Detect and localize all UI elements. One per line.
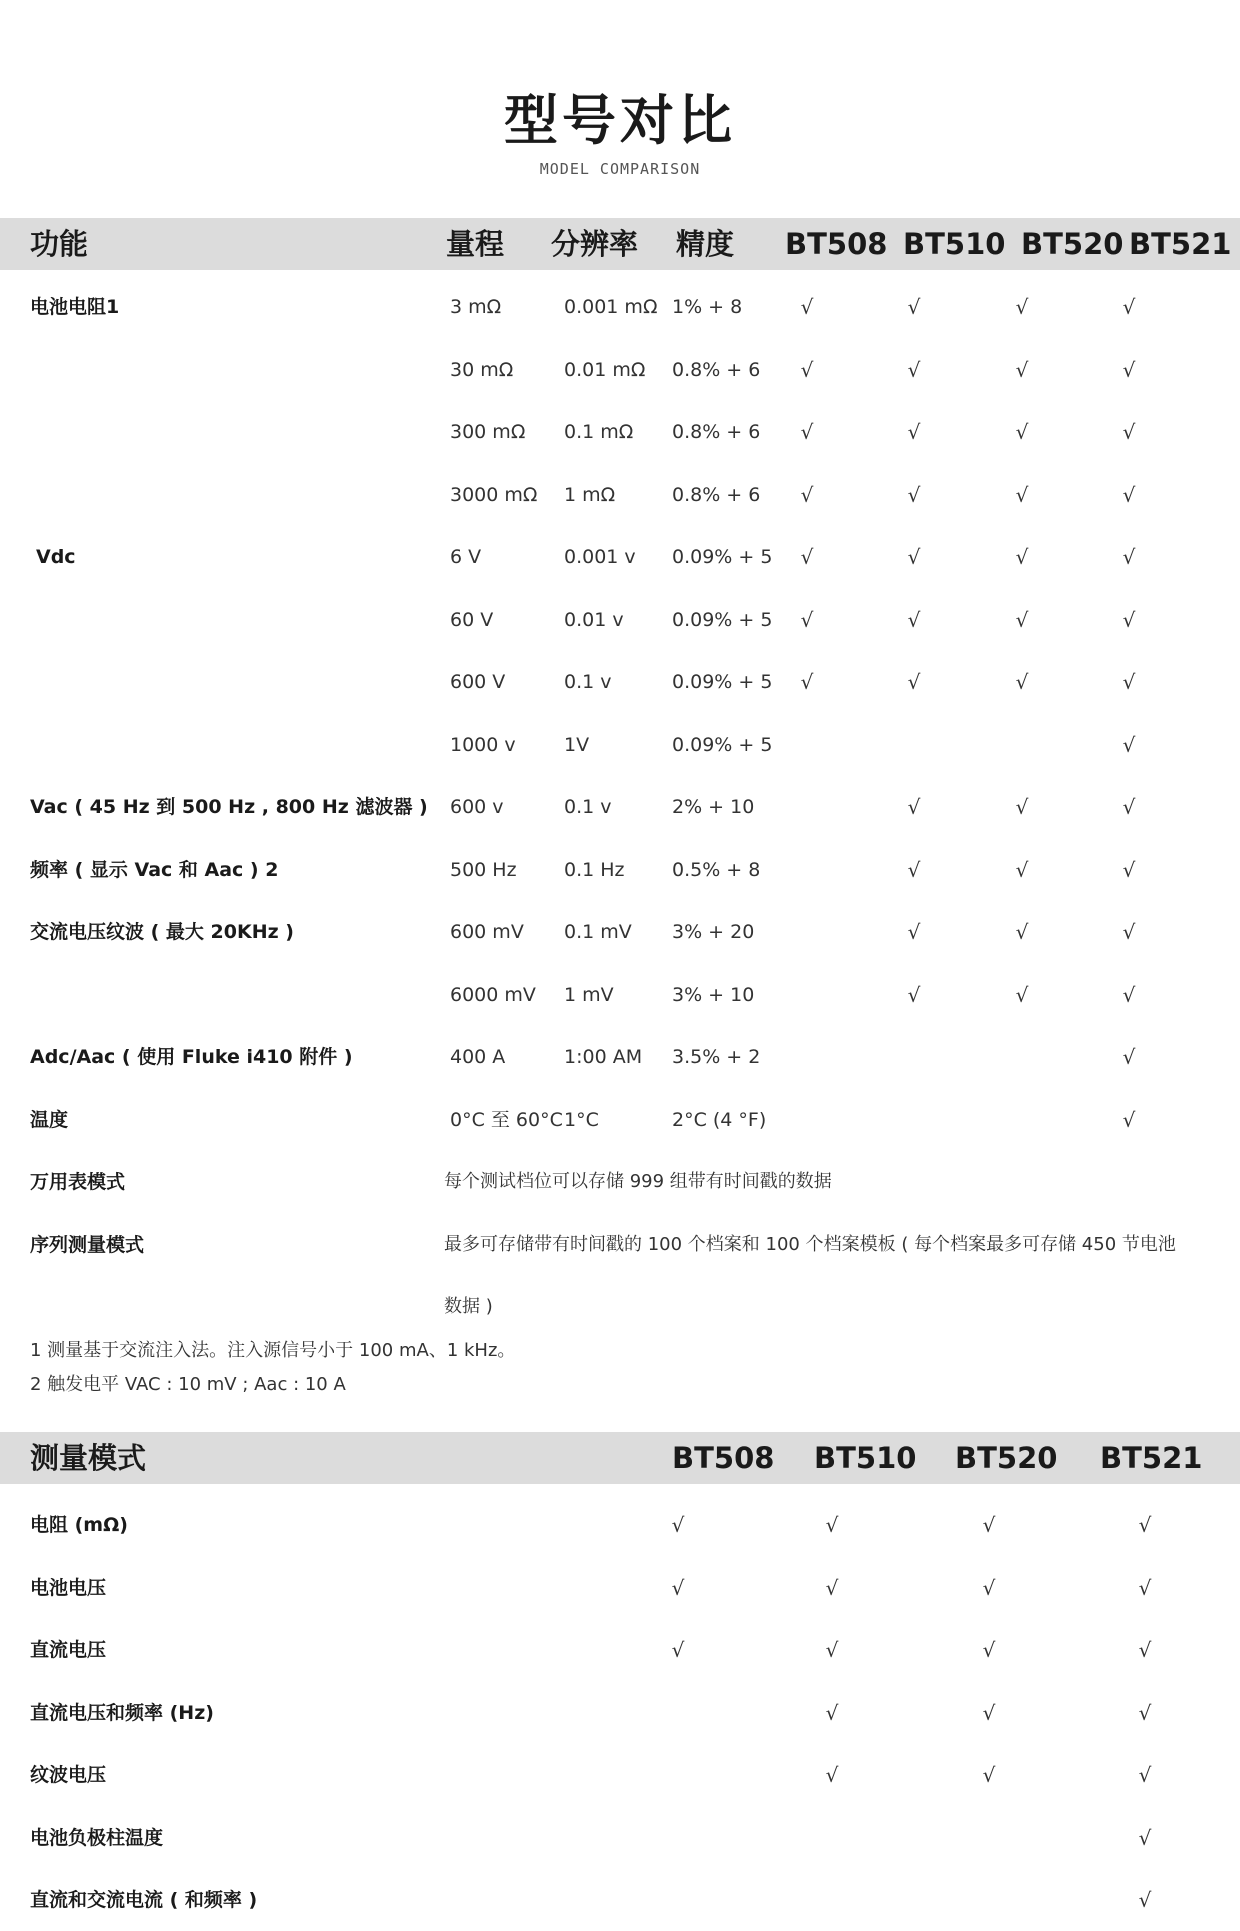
check-mark: √ <box>907 295 921 319</box>
check-mark: √ <box>1122 420 1136 444</box>
page-title: 型号对比 <box>504 89 736 152</box>
check-mark: √ <box>1138 1575 1152 1600</box>
check-mark: √ <box>671 1638 685 1662</box>
table-row <box>0 901 1240 963</box>
function-cell: 温度 <box>30 1108 69 1131</box>
table-row <box>0 964 1240 1026</box>
col-mode: 测量模式 <box>30 1441 147 1475</box>
accuracy-cell: 0.09% + 5 <box>672 733 773 756</box>
check-mark: √ <box>982 1700 996 1725</box>
check-mark: √ <box>671 1575 685 1600</box>
accuracy-cell: 0.5% + 8 <box>672 858 761 881</box>
col-model-bt521: BT521 <box>1129 227 1232 261</box>
col-model-bt521: BT521 <box>1100 1441 1203 1475</box>
table-row <box>0 1619 1240 1681</box>
table-row <box>0 1089 1240 1151</box>
check-mark: √ <box>982 1763 996 1787</box>
table-row <box>0 1494 1240 1556</box>
range-cell: 60 V <box>450 608 494 631</box>
check-mark: √ <box>1015 482 1029 507</box>
check-mark: √ <box>1015 357 1029 382</box>
range-cell: 600 v <box>450 796 504 818</box>
range-cell: 0°C 至 60°C <box>450 1108 563 1131</box>
mode-cell: 电池电压 <box>30 1576 107 1599</box>
check-mark: √ <box>1122 795 1136 819</box>
check-mark: √ <box>800 670 814 694</box>
table-row <box>0 526 1240 588</box>
table-row <box>0 1557 1240 1619</box>
range-cell: 6000 mV <box>450 983 536 1006</box>
accuracy-cell: 0.8% + 6 <box>672 358 761 381</box>
resolution-cell: 0.1 mΩ <box>564 421 634 443</box>
check-mark: √ <box>1015 607 1029 632</box>
check-mark: √ <box>982 1638 996 1662</box>
col-model-bt508: BT508 <box>672 1441 775 1475</box>
accuracy-cell: 3% + 10 <box>672 983 755 1006</box>
col-accuracy: 精度 <box>676 227 735 261</box>
check-mark: √ <box>800 420 814 444</box>
function-cell: 电池电阻1 <box>30 296 120 318</box>
check-mark: √ <box>825 1763 839 1787</box>
range-cell: 1000 v <box>450 733 516 756</box>
check-mark: √ <box>1122 1045 1136 1069</box>
check-mark: √ <box>825 1700 839 1725</box>
table-row <box>0 1026 1240 1088</box>
col-resolution: 分辨率 <box>551 227 639 261</box>
range-cell: 600 V <box>450 671 506 693</box>
col-model-bt520: BT520 <box>955 1441 1058 1475</box>
table-row-continuation <box>0 1276 1240 1338</box>
mode-cell: 直流电压和频率 (Hz) <box>30 1701 214 1724</box>
accuracy-cell: 0.09% + 5 <box>672 671 773 693</box>
table-row <box>0 651 1240 713</box>
check-mark: √ <box>1138 1700 1152 1725</box>
mode-cell: 直流和交流电流 ( 和频率 ) <box>30 1889 258 1911</box>
table-row <box>0 1807 1240 1869</box>
check-mark: √ <box>800 607 814 632</box>
check-mark: √ <box>800 295 814 319</box>
check-mark: √ <box>1122 1107 1136 1132</box>
check-mark: √ <box>1015 420 1029 444</box>
table-row <box>0 1214 1240 1276</box>
col-model-bt520: BT520 <box>1021 227 1124 261</box>
range-cell: 3 mΩ <box>450 296 502 318</box>
resolution-cell: 0.001 mΩ <box>564 296 658 318</box>
check-mark: √ <box>1015 295 1029 319</box>
resolution-cell: 1°C <box>564 1108 599 1131</box>
footnote: 1 测量基于交流注入法。注入源信号小于 100 mA、1 kHz。 <box>30 1340 516 1361</box>
range-cell: 300 mΩ <box>450 421 526 443</box>
check-mark: √ <box>982 1513 996 1537</box>
function-cell: 万用表模式 <box>30 1171 126 1193</box>
check-mark: √ <box>1122 295 1136 319</box>
check-mark: √ <box>1122 545 1136 569</box>
accuracy-cell: 3.5% + 2 <box>672 1046 761 1068</box>
page-subtitle: MODEL COMPARISON <box>539 160 701 178</box>
check-mark: √ <box>800 482 814 507</box>
table-row <box>0 589 1240 651</box>
check-mark: √ <box>1015 857 1029 882</box>
check-mark: √ <box>907 607 921 632</box>
range-cell: 600 mV <box>450 921 524 943</box>
check-mark: √ <box>907 545 921 569</box>
check-mark: √ <box>1122 857 1136 882</box>
check-mark: √ <box>1138 1825 1152 1850</box>
description-cell: 数据 ) <box>444 1296 493 1317</box>
col-model-bt510: BT510 <box>814 1441 917 1475</box>
check-mark: √ <box>1015 982 1029 1007</box>
resolution-cell: 0.1 v <box>564 796 612 818</box>
spec-table-header <box>0 218 1240 270</box>
function-cell: Vac ( 45 Hz 到 500 Hz , 800 Hz 滤波器 ) <box>30 796 428 818</box>
check-mark: √ <box>825 1638 839 1662</box>
check-mark: √ <box>1138 1513 1152 1537</box>
resolution-cell: 0.001 v <box>564 546 636 568</box>
table-row <box>0 464 1240 526</box>
check-mark: √ <box>1122 357 1136 382</box>
check-mark: √ <box>907 857 921 882</box>
table-row <box>0 714 1240 776</box>
table-row <box>0 1869 1240 1931</box>
check-mark: √ <box>1138 1763 1152 1787</box>
check-mark: √ <box>1122 920 1136 944</box>
check-mark: √ <box>1138 1888 1152 1912</box>
accuracy-cell: 2% + 10 <box>672 796 755 818</box>
check-mark: √ <box>671 1513 685 1537</box>
resolution-cell: 0.1 Hz <box>564 858 625 881</box>
accuracy-cell: 3% + 20 <box>672 921 755 943</box>
description-cell: 每个测试档位可以存储 999 组带有时间戳的数据 <box>444 1171 832 1192</box>
check-mark: √ <box>1122 482 1136 507</box>
mode-cell: 纹波电压 <box>30 1764 107 1786</box>
check-mark: √ <box>1122 732 1136 757</box>
function-cell: Adc/Aac ( 使用 Fluke i410 附件 ) <box>30 1046 353 1068</box>
range-cell: 3000 mΩ <box>450 483 538 506</box>
table-row <box>0 276 1240 338</box>
accuracy-cell: 1% + 8 <box>672 296 743 318</box>
check-mark: √ <box>1122 982 1136 1007</box>
check-mark: √ <box>907 670 921 694</box>
description-cell: 最多可存储带有时间戳的 100 个档案和 100 个档案模板 ( 每个档案最多可存储 450 节电池 <box>444 1233 1176 1255</box>
check-mark: √ <box>907 357 921 382</box>
accuracy-cell: 2°C (4 °F) <box>672 1108 767 1131</box>
table-row <box>0 1744 1240 1806</box>
resolution-cell: 1:00 AM <box>564 1046 643 1068</box>
range-cell: 6 V <box>450 546 482 568</box>
table-row <box>0 1682 1240 1744</box>
check-mark: √ <box>825 1513 839 1537</box>
mode-table-header <box>0 1432 1240 1484</box>
check-mark: √ <box>825 1575 839 1600</box>
resolution-cell: 1 mΩ <box>564 483 616 506</box>
mode-cell: 电阻 (mΩ) <box>30 1514 128 1536</box>
table-row <box>0 339 1240 401</box>
resolution-cell: 0.1 v <box>564 671 612 693</box>
check-mark: √ <box>907 920 921 944</box>
check-mark: √ <box>1015 795 1029 819</box>
table-row <box>0 839 1240 901</box>
function-cell: 序列测量模式 <box>30 1233 145 1256</box>
accuracy-cell: 0.8% + 6 <box>672 421 761 443</box>
function-cell: 交流电压纹波 ( 最大 20KHz ) <box>30 921 294 943</box>
table-row <box>0 776 1240 838</box>
table-row <box>0 1151 1240 1213</box>
check-mark: √ <box>907 420 921 444</box>
table-row <box>0 401 1240 463</box>
check-mark: √ <box>800 357 814 382</box>
footnote: 2 触发电平 VAC : 10 mV ; Aac : 10 A <box>30 1374 346 1395</box>
check-mark: √ <box>1015 545 1029 569</box>
check-mark: √ <box>982 1575 996 1600</box>
check-mark: √ <box>1122 670 1136 694</box>
accuracy-cell: 0.09% + 5 <box>672 546 773 568</box>
check-mark: √ <box>907 982 921 1007</box>
check-mark: √ <box>800 545 814 569</box>
function-cell: 频率 ( 显示 Vac 和 Aac ) 2 <box>30 858 279 881</box>
check-mark: √ <box>1138 1638 1152 1662</box>
mode-cell: 直流电压 <box>30 1639 107 1661</box>
range-cell: 500 Hz <box>450 858 517 881</box>
check-mark: √ <box>907 795 921 819</box>
resolution-cell: 1 mV <box>564 983 614 1006</box>
mode-cell: 电池负极柱温度 <box>30 1826 164 1849</box>
check-mark: √ <box>1015 670 1029 694</box>
col-model-bt510: BT510 <box>903 227 1006 261</box>
resolution-cell: 0.1 mV <box>564 921 632 943</box>
col-function: 功能 <box>30 227 89 261</box>
check-mark: √ <box>1122 607 1136 632</box>
accuracy-cell: 0.8% + 6 <box>672 483 761 506</box>
range-cell: 400 A <box>450 1046 506 1068</box>
check-mark: √ <box>1015 920 1029 944</box>
resolution-cell: 0.01 v <box>564 608 624 631</box>
check-mark: √ <box>907 482 921 507</box>
resolution-cell: 0.01 mΩ <box>564 358 646 381</box>
accuracy-cell: 0.09% + 5 <box>672 608 773 631</box>
function-cell: Vdc <box>36 546 76 568</box>
range-cell: 30 mΩ <box>450 358 514 381</box>
resolution-cell: 1V <box>564 733 590 756</box>
col-model-bt508: BT508 <box>785 227 888 261</box>
col-range: 量程 <box>446 227 505 261</box>
